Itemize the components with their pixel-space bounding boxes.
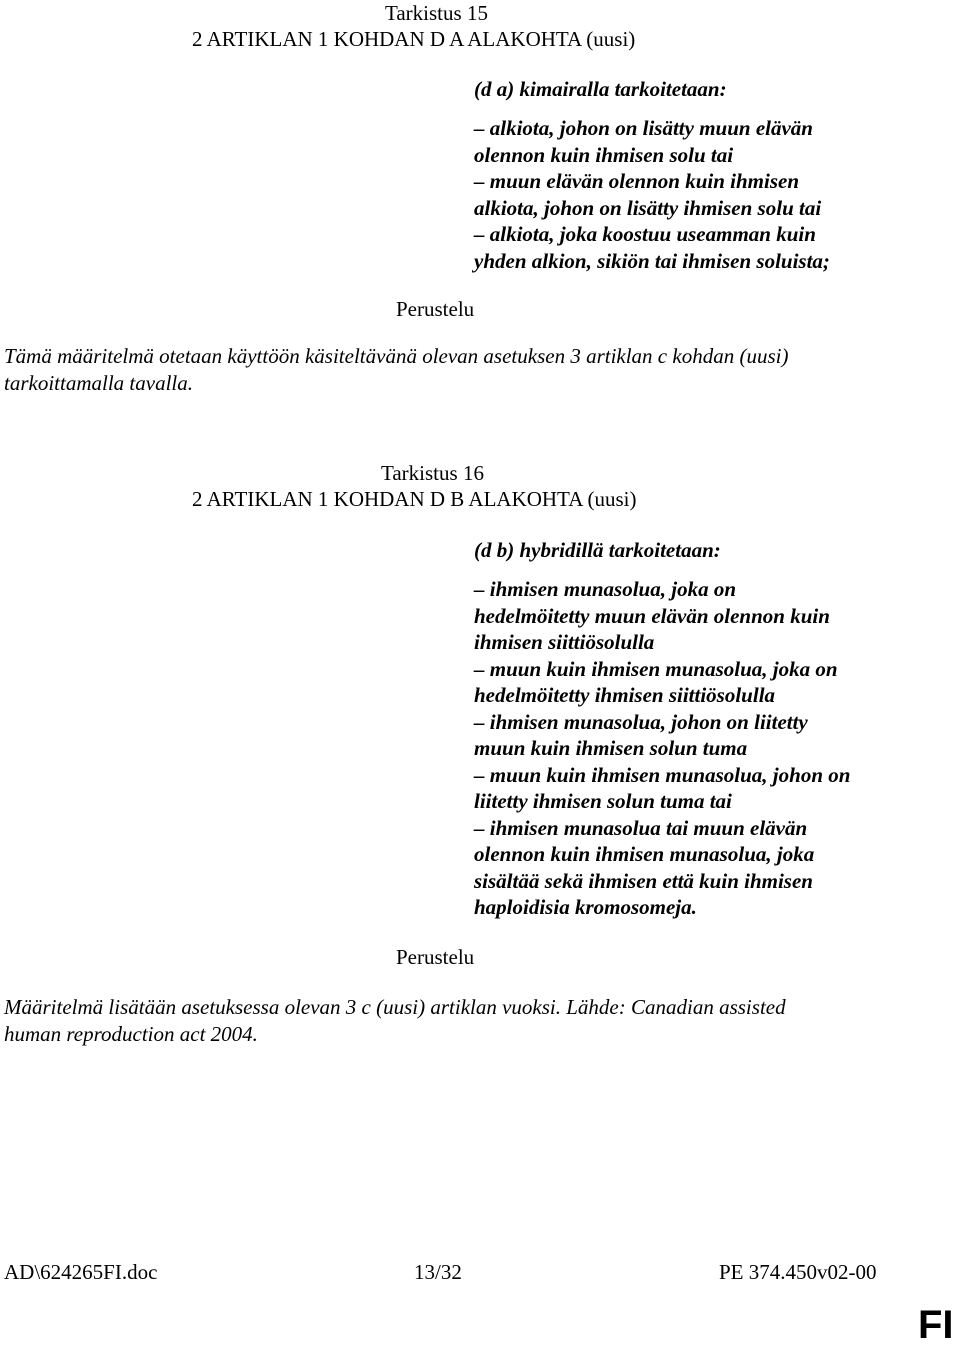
amendment-16-line: hedelmöitetty ihmisen siittiösolulla bbox=[474, 683, 776, 707]
amendment-16-line: – ihmisen munasolua tai muun elävän bbox=[474, 815, 808, 840]
amendment-16-subtitle: 2 ARTIKLAN 1 KOHDAN D B ALAKOHTA (uusi) bbox=[192, 487, 637, 511]
amendment-16-line: – ihmisen munasolua, johon on liitetty bbox=[474, 709, 808, 734]
amendment-16-line: ihmisen siittiösolulla bbox=[474, 630, 655, 654]
amendment-16-line: olennon kuin ihmisen munasolua, joka bbox=[474, 842, 815, 866]
footer-page-number: 13/32 bbox=[414, 1260, 462, 1284]
amendment-16-justification-label: Perustelu bbox=[396, 945, 475, 969]
justification-line: human reproduction act 2004. bbox=[4, 1021, 258, 1046]
amendment-16-justification bbox=[4, 994, 786, 1047]
amendment-16-line: haploidisia kromosomeja. bbox=[474, 895, 697, 919]
amendment-15-text bbox=[474, 115, 830, 274]
amendment-15-title: Tarkistus 15 bbox=[385, 1, 488, 25]
amendment-16-text bbox=[474, 576, 850, 921]
amendment-16-line: – ihmisen munasolua, joka on bbox=[474, 577, 736, 601]
amendment-15-line: alkiota, johon on lisätty ihmisen solu tai bbox=[474, 195, 822, 220]
justification-line: Tämä määritelmä otetaan käyttöön käsiteltävänä olevan asetuksen 3 artiklan c kohdan (uusi) bbox=[4, 344, 789, 368]
amendment-15-heading: (d a) kimairalla tarkoitetaan: bbox=[474, 77, 727, 101]
amendment-16-line: – muun kuin ihmisen munasolua, johon on bbox=[474, 762, 851, 787]
amendment-16-heading: (d b) hybridillä tarkoitetaan: bbox=[474, 538, 721, 562]
amendment-15-justification-label: Perustelu bbox=[396, 297, 475, 321]
justification-line: Määritelmä lisätään asetuksessa olevan 3 c (uusi) artiklan vuoksi. Lähde: Canadian assisted bbox=[4, 995, 786, 1019]
amendment-16-line: hedelmöitetty muun elävän olennon kuin bbox=[474, 603, 830, 628]
amendment-15-line: yhden alkion, sikiön tai ihmisen soluista; bbox=[474, 248, 830, 273]
amendment-16-line: liitetty ihmisen solun tuma tai bbox=[474, 789, 732, 813]
justification-line: tarkoittamalla tavalla. bbox=[4, 370, 193, 395]
amendment-16-line: sisältää sekä ihmisen että kuin ihmisen bbox=[474, 868, 813, 893]
amendment-16-line: muun kuin ihmisen solun tuma bbox=[474, 736, 748, 760]
footer-pe-ref: PE 374.450v02-00 bbox=[719, 1260, 877, 1284]
amendment-15-justification bbox=[4, 343, 788, 396]
amendment-15-line: – alkiota, joka koostuu useamman kuin bbox=[474, 222, 816, 246]
footer-doc-ref: AD\624265FI.doc bbox=[4, 1260, 158, 1284]
amendment-15-line: – alkiota, johon on lisätty muun elävän bbox=[474, 116, 813, 140]
amendment-16-title: Tarkistus 16 bbox=[381, 461, 484, 485]
amendment-15-subtitle: 2 ARTIKLAN 1 KOHDAN D A ALAKOHTA (uusi) bbox=[192, 27, 636, 51]
footer-language-code: FI bbox=[918, 1303, 954, 1347]
amendment-15-line: olennon kuin ihmisen solu tai bbox=[474, 142, 734, 167]
amendment-15-line: – muun elävän olennon kuin ihmisen bbox=[474, 169, 800, 193]
amendment-16-line: – muun kuin ihmisen munasolua, joka on bbox=[474, 656, 838, 681]
